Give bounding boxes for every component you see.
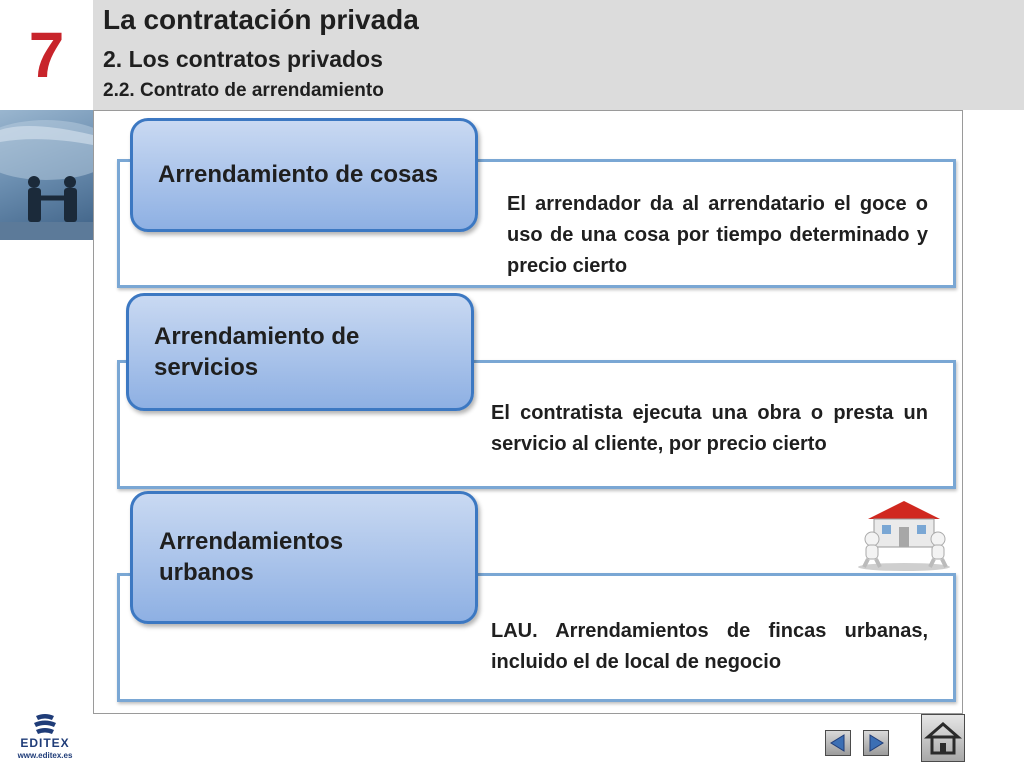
- triangle-right-icon: [866, 733, 886, 753]
- pill-label-line1: Arrendamiento de: [154, 323, 360, 350]
- chapter-number: 7: [28, 19, 65, 91]
- slide-header: [93, 0, 1024, 110]
- pill-label-arrendamiento-cosas: Arrendamiento de cosas: [158, 161, 439, 188]
- pill-label-line2: servicios: [154, 354, 259, 381]
- pill-label-arrendamiento-servicios: [154, 321, 359, 383]
- editex-logo-icon: [32, 712, 58, 734]
- slide-subsubtitle: 2.2. Contrato de arrendamiento: [103, 80, 384, 101]
- previous-slide-button[interactable]: [825, 730, 851, 756]
- logo-text: EDITEX: [20, 736, 70, 750]
- sidebar-photo-handshake: [0, 110, 93, 240]
- pill-label-line1: Arrendamientos: [159, 528, 344, 555]
- triangle-left-icon: [828, 733, 848, 753]
- pill-label-arrendamientos-urbanos: [159, 526, 343, 588]
- next-slide-button[interactable]: [863, 730, 889, 756]
- logo-url: www.editex.es: [17, 751, 73, 760]
- description-arrendamiento-cosas: El arrendador da al arrendatario el goce o uso de una cosa por tiempo determinado y precio cierto: [507, 193, 928, 277]
- handshake-photo-icon: [0, 110, 93, 240]
- description-arrendamiento-servicios: El contratista ejecuta una obra o presta un servicio al cliente, por precio cierto: [491, 402, 928, 455]
- house-icon: [922, 715, 964, 761]
- description-arrendamientos-urbanos: LAU. Arrendamientos de fincas urbanas, incluido el de local de negocio: [491, 620, 928, 673]
- home-button[interactable]: [921, 714, 965, 762]
- editex-logo: [12, 712, 78, 762]
- sidebar: [0, 0, 93, 768]
- pill-label-line2: urbanos: [159, 559, 254, 586]
- slide-subtitle: 2. Los contratos privados: [103, 46, 383, 72]
- people-carrying-house-icon: [852, 497, 956, 571]
- slide-title: La contratación privada: [103, 4, 419, 35]
